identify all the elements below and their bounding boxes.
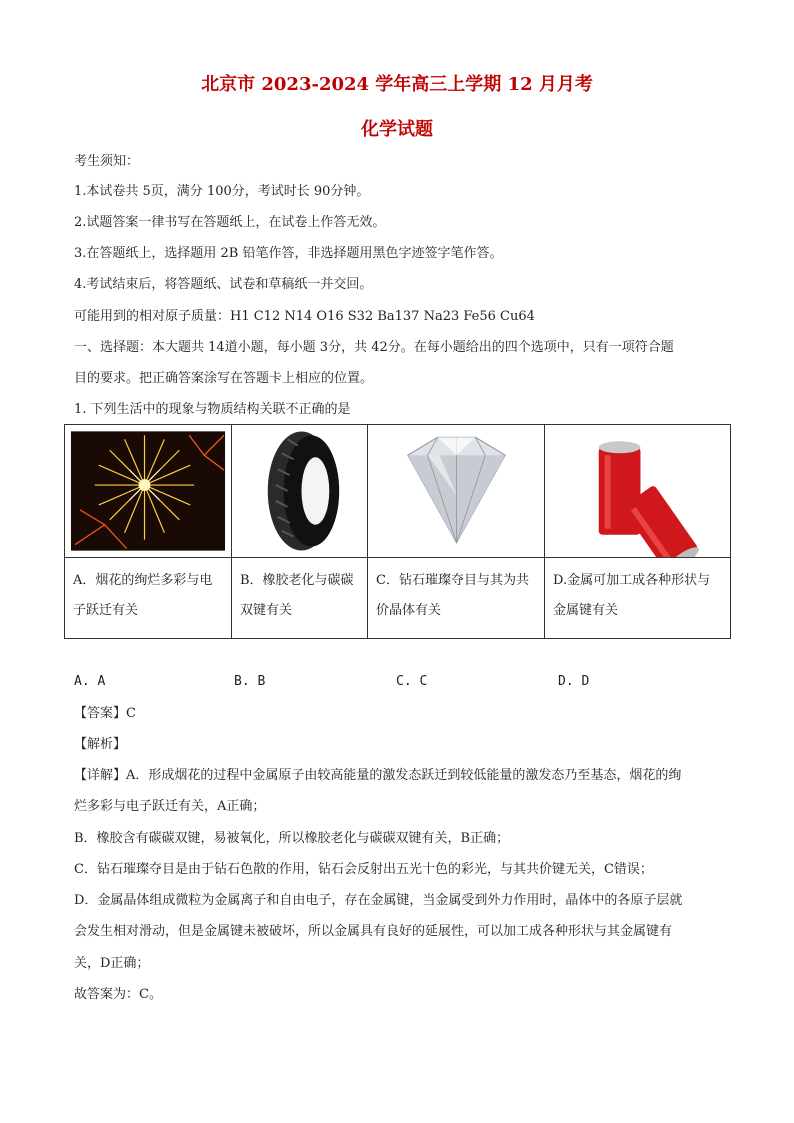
cell-image-b [232,425,368,558]
detail-line: B．橡胶含有碳碳双键，易被氧化，所以橡胶老化与碳碳双键有关，B正确； [74,831,510,846]
notice-item: 2.试题答案一律书写在答题纸上，在试卷上作答无效。 [74,215,386,230]
cell-text: 金属键有关 [553,603,619,618]
diamond-image [368,425,544,557]
notice-item: 3.在答题纸上，选择题用 2B 铅笔作答，非选择题用黑色字迹签字笔作答。 [74,246,503,261]
conclusion-line: 故答案为：C。 [74,987,162,1002]
section-intro: 一、选择题：本大题共 14道小题，每小题 3分，共 42分。在每小题给出的四个选项中，只有一项符合题 [74,340,674,355]
question-table [64,424,731,639]
option-cell-b [232,558,368,639]
option-cell-a [65,558,232,639]
notice-item: 1.本试卷共 5页，满分 100分，考试时长 90分钟。 [74,184,370,199]
cell-image-c [368,425,545,558]
cell-image-d [545,425,731,558]
option-cell-d [545,558,731,639]
cell-text: 双键有关 [240,603,293,618]
exam-subtitle: 化学试题 [361,119,433,140]
detail-line: D．金属晶体组成微粒为金属离子和自由电子，存在金属键，当金属受到外力作用时，晶体中的各原子层就 [74,893,683,908]
answer-option-c: C. C [396,674,428,689]
cans-image [545,425,730,557]
cell-text: A．烟花的绚烂多彩与电 [73,573,213,588]
detail-line: 会发生相对滑动，但是金属键未被破坏，所以金属具有良好的延展性，可以加工成各种形状与其金属键有 [74,924,673,939]
option-cell-c [368,558,545,639]
section-intro: 目的要求。把正确答案涂写在答题卡上相应的位置。 [74,371,374,386]
notice-item: 4.考试结束后，将答题纸、试卷和草稿纸一并交回。 [74,277,373,292]
answer-option-a: A. A [74,674,106,689]
detail-line: 烂多彩与电子跃迁有关，A正确； [74,799,266,814]
tire-image [232,425,367,557]
answer-line: 【答案】C [74,706,136,721]
cell-text: 子跃迁有关 [73,603,139,618]
atomic-masses: 可能用到的相对原子质量：H1 C12 N14 O16 S32 Ba137 Na23 Fe56 Cu64 [74,309,535,324]
exam-title: 北京市 2023-2024 学年高三上学期 12 月月考 [201,74,593,95]
cell-image-a [65,425,232,558]
analysis-label: 【解析】 [74,737,127,752]
detail-line: 关，D正确； [74,956,150,971]
detail-line: 【详解】A．形成烟花的过程中金属原子由较高能量的激发态跃迁到较低能量的激发态乃至基态，烟花的绚 [74,768,682,783]
detail-line: C．钻石璀璨夺目是由于钻石色散的作用，钻石会反射出五光十色的彩光，与其共价键无关，C错误； [74,862,653,877]
notice-heading: 考生须知： [74,154,140,169]
question-stem: 1. 下列生活中的现象与物质结构关联不正确的是 [74,402,351,417]
fireworks-image [65,425,231,557]
cell-text: D.金属可加工成各种形状与 [553,573,711,588]
cell-text: C．钻石璀璨夺目与其为共 [376,573,529,588]
answer-option-b: B. B [234,674,266,689]
cell-text: 价晶体有关 [376,603,442,618]
answer-option-d: D. D [558,674,590,689]
cell-text: B．橡胶老化与碳碳 [240,573,354,588]
